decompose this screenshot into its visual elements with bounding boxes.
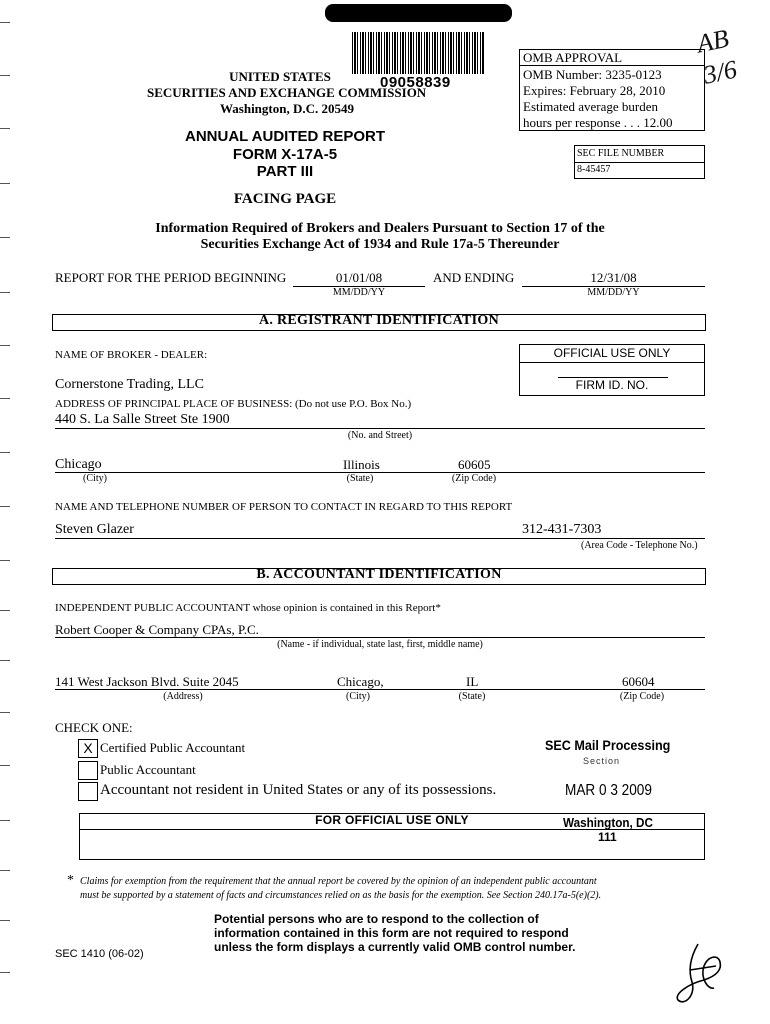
info-line2: Securities Exchange Act of 1934 and Rule 17a-5 Thereunder xyxy=(200,237,560,252)
stamp-number: 111 xyxy=(598,830,617,844)
part-number: PART III xyxy=(256,163,314,180)
nonresident-accountant-checkbox[interactable] xyxy=(78,782,98,801)
report-title: ANNUAL AUDITED REPORT xyxy=(184,128,385,145)
agency-line3: Washington, D.C. 20549 xyxy=(220,101,354,116)
street-value[interactable]: 440 S. La Salle Street Ste 1900 xyxy=(55,412,230,427)
stamp-washington: Washington, DC xyxy=(563,815,653,830)
nonresident-accountant-label: Accountant not resident in United States or any of its possessions. xyxy=(100,782,497,798)
accountant-zip-hint: (Zip Code) xyxy=(619,691,665,702)
for-official-use-label: FOR OFFICIAL USE ONLY xyxy=(315,813,469,827)
check-one-label: CHECK ONE: xyxy=(55,720,133,735)
accountant-label: INDEPENDENT PUBLIC ACCOUNTANT whose opinion is contained in this Report* xyxy=(55,602,441,614)
address-label: ADDRESS OF PRINCIPAL PLACE OF BUSINESS: (Do not use P.O. Box No.) xyxy=(55,398,412,410)
period-end-label: AND ENDING xyxy=(433,270,515,285)
form-number-footer: SEC 1410 (06-02) xyxy=(55,948,144,960)
agency-line2: SECURITIES AND EXCHANGE COMMISSION xyxy=(147,85,427,100)
phone-hint: (Area Code - Telephone No.) xyxy=(581,540,698,551)
accountant-name-hint: (Name - if individual, state last, first, middle name) xyxy=(277,639,483,650)
contact-label: NAME AND TELEPHONE NUMBER OF PERSON TO CONTACT IN REGARD TO THIS REPORT xyxy=(55,501,513,513)
omb-title: OMB APPROVAL xyxy=(523,50,623,65)
broker-name-value[interactable]: Cornerstone Trading, LLC xyxy=(55,377,204,392)
signature xyxy=(670,940,730,1010)
omb-burden-line2: hours per response . . . 12.00 xyxy=(523,115,673,130)
period-begin-hint: MM/DD/YY xyxy=(332,287,386,298)
section-a-title: A. REGISTRANT IDENTIFICATION xyxy=(258,313,500,328)
accountant-zip[interactable]: 60604 xyxy=(622,674,655,689)
firm-id-label: FIRM ID. NO. xyxy=(575,378,649,392)
zip-hint: (Zip Code) xyxy=(451,473,497,484)
barcode xyxy=(352,32,484,74)
broker-name-label: NAME OF BROKER - DEALER: xyxy=(55,349,208,361)
accountant-address-hint: (Address) xyxy=(163,691,203,702)
notice-line2: information contained in this form are not required to respond xyxy=(214,926,569,940)
period-begin-value[interactable]: 01/01/08 xyxy=(335,270,383,285)
claims-line1: Claims for exemption from the requirement that the annual report be covered by the opinion of an independent public accountant xyxy=(80,876,597,887)
zip-value[interactable]: 60605 xyxy=(458,457,491,472)
accountant-state[interactable]: IL xyxy=(466,674,479,689)
period-begin-label: REPORT FOR THE PERIOD BEGINNING xyxy=(55,270,287,285)
public-accountant-checkbox[interactable] xyxy=(78,761,98,780)
section-b-title: B. ACCOUNTANT IDENTIFICATION xyxy=(256,567,502,582)
period-end-value[interactable]: 12/31/08 xyxy=(590,270,637,285)
accountant-name[interactable]: Robert Cooper & Company CPAs, P.C. xyxy=(55,622,259,637)
handwritten-initials: AB 3/6 xyxy=(694,23,740,90)
agency-line1: UNITED STATES xyxy=(229,69,331,84)
street-hint: (No. and Street) xyxy=(347,430,413,441)
period-end-hint: MM/DD/YY xyxy=(587,287,640,298)
barcode-number: 09058839 xyxy=(380,74,451,91)
facing-page-title: FACING PAGE xyxy=(233,191,337,207)
accountant-address[interactable]: 141 West Jackson Blvd. Suite 2045 xyxy=(55,674,239,689)
public-accountant-label: Public Accountant xyxy=(100,762,196,777)
state-hint: (State) xyxy=(346,473,374,484)
stamp-date: MAR 0 3 2009 xyxy=(565,782,652,799)
accountant-city[interactable]: Chicago, xyxy=(337,674,384,689)
contact-phone[interactable]: 312-431-7303 xyxy=(522,522,602,537)
info-line1: Information Required of Brokers and Dealers Pursuant to Section 17 of the xyxy=(155,221,605,236)
notice-line3: unless the form displays a currently valid OMB control number. xyxy=(214,940,576,954)
omb-expires: Expires: February 28, 2010 xyxy=(523,83,666,98)
stamp-section: Section xyxy=(583,756,621,766)
claims-line2: must be supported by a statement of facts and circumstances relied on as the basis for the exemption. See Section 240.17a-5(e)(2). xyxy=(80,890,602,901)
redaction-bar xyxy=(325,4,512,22)
omb-number: OMB Number: 3235-0123 xyxy=(523,67,662,82)
stamp-mail-processing: SEC Mail Processing xyxy=(545,737,671,753)
sec-file-label: SEC FILE NUMBER xyxy=(577,148,665,159)
notice-line1: Potential persons who are to respond to the collection of xyxy=(214,912,539,926)
state-value[interactable]: Illinois xyxy=(343,457,380,472)
sec-file-value: 8-45457 xyxy=(577,164,611,175)
city-hint: (City) xyxy=(83,473,107,484)
contact-name[interactable]: Steven Glazer xyxy=(55,522,134,537)
certified-accountant-label: Certified Public Accountant xyxy=(100,740,246,755)
form-number: FORM X-17A-5 xyxy=(232,146,338,163)
omb-burden-line1: Estimated average burden xyxy=(523,99,658,114)
city-value[interactable]: Chicago xyxy=(55,457,102,472)
accountant-city-hint: (City) xyxy=(346,691,370,702)
official-use-label: OFFICIAL USE ONLY xyxy=(553,346,671,360)
certified-accountant-checkbox[interactable]: X xyxy=(78,739,98,758)
footnote-asterisk: * xyxy=(67,873,74,888)
accountant-state-hint: (State) xyxy=(458,691,486,702)
